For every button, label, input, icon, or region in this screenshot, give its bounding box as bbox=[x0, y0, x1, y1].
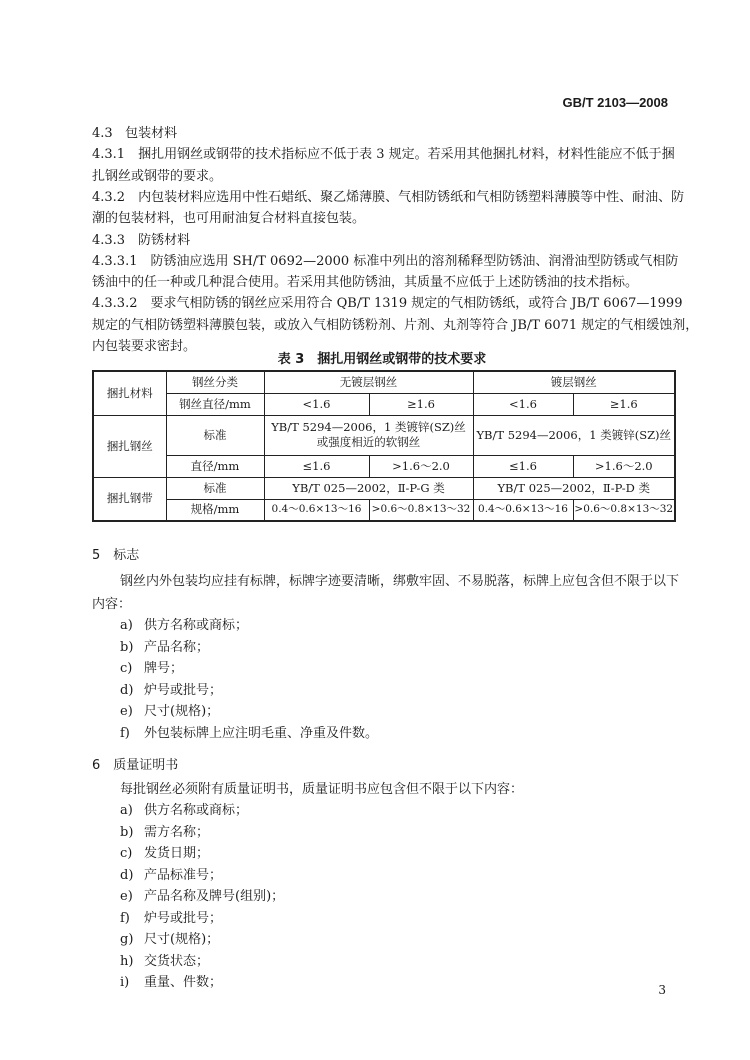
cell-r2-c: <1.6 bbox=[473, 393, 573, 415]
cell-r3-uncoated-line2: 或强度相近的软钢丝 bbox=[316, 435, 421, 449]
list-marker: i) bbox=[120, 975, 130, 990]
list-text: 发货日期； bbox=[144, 846, 210, 861]
cell-uncoated-wire: 无镀层钢丝 bbox=[264, 371, 473, 393]
cell-standard-strip: 标准 bbox=[166, 477, 264, 499]
list-marker: f) bbox=[120, 725, 130, 741]
cell-wire-diameter: 钢丝直径/mm bbox=[166, 393, 264, 415]
section-5-item bbox=[120, 724, 378, 744]
cell-r2-b: ≥1.6 bbox=[369, 393, 473, 415]
list-marker: g) bbox=[120, 932, 134, 947]
cell-standard-wire: 标准 bbox=[166, 415, 264, 455]
section-4-3-title bbox=[92, 124, 672, 144]
section-6-item bbox=[120, 887, 284, 907]
cell-r4-b: >1.6～2.0 bbox=[369, 455, 473, 477]
section-5-intro-line1: 钢丝内外包装均应挂有标牌，标牌字迹要清晰，绑敷牢固、不易脱落，标牌上应包含但不限于以下 bbox=[120, 574, 680, 589]
cell-coated-wire: 镀层钢丝 bbox=[473, 371, 675, 393]
para-4-3-3-1-line1: 4.3.3.1 防锈油应选用 SH/T 0692—2000 标准中列出的溶剂稀释型防锈油、润滑油型防锈或气相防 bbox=[92, 253, 679, 269]
list-text: 产品名称及牌号(组别)； bbox=[144, 889, 285, 904]
cell-r6-d: >0.6～0.8×13～32 bbox=[573, 499, 675, 521]
para-4-3-2-line1: 4.3.2 内包装材料应选用中性石蜡纸、聚乙烯薄膜、气相防锈纸和气相防锈塑料薄膜等中性、耐油、防 bbox=[92, 189, 685, 205]
cell-bundling-wire: 捆扎钢丝 bbox=[93, 415, 166, 477]
list-text: 产品名称； bbox=[144, 639, 210, 655]
section-6-item bbox=[120, 952, 209, 972]
section-number: 4.3 bbox=[92, 126, 113, 141]
section-5-item bbox=[120, 638, 209, 658]
cell-r3-uncoated bbox=[264, 415, 473, 455]
cell-r2-d: ≥1.6 bbox=[573, 393, 675, 415]
section-6-item bbox=[120, 866, 222, 886]
cell-r6-b: >0.6～0.8×13～32 bbox=[369, 499, 473, 521]
list-text: 炉号或批号； bbox=[144, 682, 223, 698]
cell-r4-a: ≤1.6 bbox=[264, 455, 369, 477]
cell-r4-d: >1.6～2.0 bbox=[573, 455, 675, 477]
list-marker: e) bbox=[120, 704, 133, 719]
para-4-3-3: 4.3.3 防锈材料 bbox=[92, 232, 191, 248]
cell-bundling-strip: 捆扎钢带 bbox=[93, 477, 166, 521]
cell-r4-c: ≤1.6 bbox=[473, 455, 573, 477]
cell-r6-c: 0.4～0.6×13～16 bbox=[473, 499, 573, 521]
section-5-item bbox=[120, 681, 222, 701]
list-text: 炉号或批号； bbox=[144, 910, 223, 926]
section-6-intro: 每批钢丝必须附有质量证明书，质量证明书应包含但不限于以下内容： bbox=[120, 782, 524, 797]
para-4-3-3-2-line2: 规定的气相防锈塑料薄膜包装，或放入气相防锈粉剂、片剂、丸剂等符合 JB/T 6071 规定的气相缓蚀剂， bbox=[92, 317, 699, 333]
standard-code: GB/T 2103—2008 bbox=[562, 95, 668, 110]
cell-bundling-material: 捆扎材料 bbox=[93, 371, 166, 415]
section-5-item bbox=[120, 702, 219, 722]
para-4-3-3-1-line2: 锈油中的任一种或几种混合使用。若采用其他防锈油，其质量不应低于上述防锈油的技术指标。 bbox=[92, 275, 639, 291]
list-marker: d) bbox=[120, 682, 134, 698]
list-marker: a) bbox=[120, 618, 133, 633]
list-text: 供方名称或商标； bbox=[144, 618, 249, 633]
page-number: 3 bbox=[658, 983, 666, 997]
list-text: 尺寸(规格)； bbox=[144, 704, 220, 719]
section-6-item bbox=[120, 844, 209, 864]
list-text: 牌号； bbox=[144, 661, 184, 676]
section-5-item bbox=[120, 659, 183, 679]
section-5-intro-line2: 内容： bbox=[92, 597, 132, 612]
para-4-3-2-line2: 潮的包装材料，也可用耐油复合材料直接包装。 bbox=[92, 211, 366, 227]
list-marker: f) bbox=[120, 910, 130, 926]
list-marker: b) bbox=[120, 824, 134, 840]
list-text: 需方名称； bbox=[144, 824, 210, 840]
cell-r3-uncoated-line1: YB/T 5294—2006，1 类镀锌(SZ)丝 bbox=[271, 420, 466, 434]
cell-wire-class: 钢丝分类 bbox=[166, 371, 264, 393]
list-marker: c) bbox=[120, 661, 133, 676]
cell-r2-a: <1.6 bbox=[264, 393, 369, 415]
cell-spec: 规格/mm bbox=[166, 499, 264, 521]
table-3-caption: 表 3 捆扎用钢丝或钢带的技术要求 bbox=[277, 352, 487, 367]
cell-r5-coated: YB/T 025—2002，Ⅱ-P-D 类 bbox=[473, 477, 675, 499]
section-6-item bbox=[120, 801, 248, 821]
list-text: 交货状态； bbox=[144, 953, 210, 969]
para-4-3-3-2-line3: 内包装要求密封。 bbox=[92, 339, 197, 354]
section-6-title: 6 质量证明书 bbox=[92, 758, 179, 773]
list-text: 产品标准号； bbox=[144, 867, 223, 883]
para-4-3-1-line1: 4.3.1 捆扎用钢丝或钢带的技术指标应不低于表 3 规定。若采用其他捆扎材料，材料性能应不低于捆 bbox=[92, 147, 675, 163]
section-5-item bbox=[120, 616, 248, 636]
para-4-3-1-line2: 扎钢丝或钢带的要求。 bbox=[92, 168, 223, 184]
list-marker: a) bbox=[120, 803, 133, 818]
list-marker: b) bbox=[120, 639, 134, 655]
section-5-title: 5 标志 bbox=[92, 548, 140, 563]
list-text: 供方名称或商标； bbox=[144, 803, 249, 818]
cell-r3-coated: YB/T 5294—2006，1 类镀锌(SZ)丝 bbox=[473, 415, 675, 455]
section-6-item bbox=[120, 930, 219, 950]
cell-r6-a: 0.4～0.6×13～16 bbox=[264, 499, 369, 521]
cell-diameter: 直径/mm bbox=[166, 455, 264, 477]
section-6-item bbox=[120, 823, 209, 843]
list-marker: d) bbox=[120, 867, 134, 883]
list-text: 外包装标牌上应注明毛重、净重及件数。 bbox=[144, 725, 379, 741]
list-text: 尺寸(规格)； bbox=[144, 932, 220, 947]
section-6-item bbox=[120, 909, 222, 929]
table-3 bbox=[92, 370, 676, 522]
section-6-item bbox=[120, 973, 222, 993]
list-text: 重量、件数； bbox=[144, 975, 223, 990]
list-marker: e) bbox=[120, 889, 133, 904]
cell-r5-uncoated: YB/T 025—2002，Ⅱ-P-G 类 bbox=[264, 477, 473, 499]
list-marker: h) bbox=[120, 953, 134, 969]
section-title: 包装材料 bbox=[125, 126, 178, 141]
list-marker: c) bbox=[120, 846, 133, 861]
para-4-3-3-2-line1: 4.3.3.2 要求气相防锈的钢丝应采用符合 QB/T 1319 规定的气相防锈纸，或符合 JB/T 6067—1999 bbox=[92, 296, 683, 312]
